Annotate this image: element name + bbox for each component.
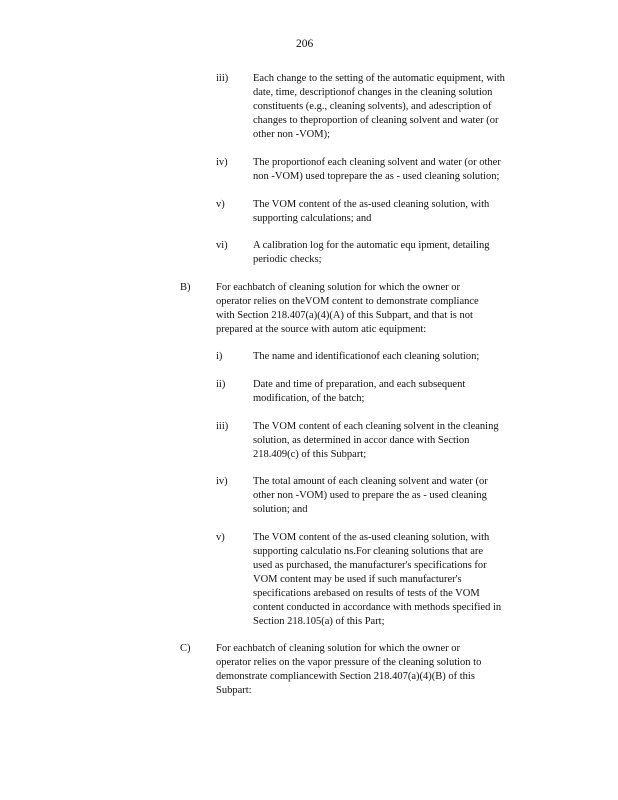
text-line: For eachbatch of cleaning solution for which the owner or <box>216 643 461 654</box>
text-line: The VOM content of the as-used cleaning solution, with <box>253 532 490 543</box>
list-item-text <box>253 420 547 462</box>
section-text <box>216 281 516 337</box>
list-marker: iv) <box>216 157 228 168</box>
text-line: 218.409(c) of this Subpart; <box>253 449 367 460</box>
list-marker: iv) <box>216 476 228 487</box>
page-number: 206 <box>296 38 314 50</box>
list-item-text <box>253 378 547 406</box>
text-line: A calibration log for the automatic equ ipment, detailing <box>253 240 490 251</box>
text-line: Date and time of preparation, and each subsequent <box>253 379 466 390</box>
list-item-text <box>253 475 547 517</box>
list-item-text <box>253 239 547 267</box>
text-line: For eachbatch of cleaning solution for which the owner or <box>216 282 461 293</box>
list-marker: i) <box>216 351 223 362</box>
list-marker: ii) <box>216 379 226 390</box>
text-line: other non -VOM); <box>253 129 330 140</box>
list-marker: v) <box>216 199 225 210</box>
text-line: solution; and <box>253 504 308 515</box>
section-text <box>216 642 516 698</box>
list-item-text <box>253 72 547 142</box>
text-line: The VOM content of the as-used cleaning solution, with <box>253 199 490 210</box>
text-line: with Section 218.407(a)(4)(A) of this Subpart, and that is not <box>216 310 473 321</box>
list-item-text <box>253 531 547 629</box>
list-item-text <box>253 198 547 226</box>
text-line: The name and identificationof each cleaning solution; <box>253 351 480 362</box>
text-line: solution, as determined in accor dance with Section <box>253 435 470 446</box>
section-marker: C) <box>180 643 191 654</box>
text-line: Section 218.105(a) of this Part; <box>253 616 385 627</box>
list-item-text <box>253 350 547 364</box>
text-line: other non -VOM) used to prepare the as - used cleaning <box>253 490 487 501</box>
text-line: The proportionof each cleaning solvent and water (or other <box>253 157 501 168</box>
text-line: Subpart: <box>216 685 252 696</box>
list-marker: iii) <box>216 421 229 432</box>
text-line: modification, of the batch; <box>253 393 365 404</box>
text-line: operator relies on theVOM content to demonstrate compliance <box>216 296 479 307</box>
list-marker: vi) <box>216 240 228 251</box>
text-line: non -VOM) used toprepare the as - used cleaning solution; <box>253 171 500 182</box>
text-line: VOM content may be used if such manufacturer's <box>253 574 462 585</box>
text-line: supporting calculatio ns.For cleaning solutions that are <box>253 546 484 557</box>
text-line: content conducted in accordance with methods specified in <box>253 602 502 613</box>
list-marker: iii) <box>216 73 229 84</box>
text-line: prepared at the source with autom atic equipment: <box>216 324 427 335</box>
text-line: The VOM content of each cleaning solvent in the cleaning <box>253 421 499 432</box>
text-line: date, time, descriptionof changes in the cleaning solution <box>253 87 493 98</box>
list-item-text <box>253 156 547 184</box>
list-marker: v) <box>216 532 225 543</box>
text-line: used as purchased, the manufacturer's specifications for <box>253 560 487 571</box>
text-line: demonstrate compliancewith Section 218.407(a)(4)(B) of this <box>216 671 475 682</box>
text-line: periodic checks; <box>253 254 322 265</box>
text-line: supporting calculations; and <box>253 213 372 224</box>
text-line: The total amount of each cleaning solvent and water (or <box>253 476 488 487</box>
text-line: operator relies on the vapor pressure of the cleaning solution to <box>216 657 482 668</box>
section-marker: B) <box>180 282 191 293</box>
text-line: Each change to the setting of the automatic equipment, with <box>253 73 505 84</box>
text-line: changes to theproportion of cleaning solvent and water (or <box>253 115 499 126</box>
text-line: specifications arebased on results of tests of the VOM <box>253 588 480 599</box>
text-line: constituents (e.g., cleaning solvents), and adescription of <box>253 101 492 112</box>
